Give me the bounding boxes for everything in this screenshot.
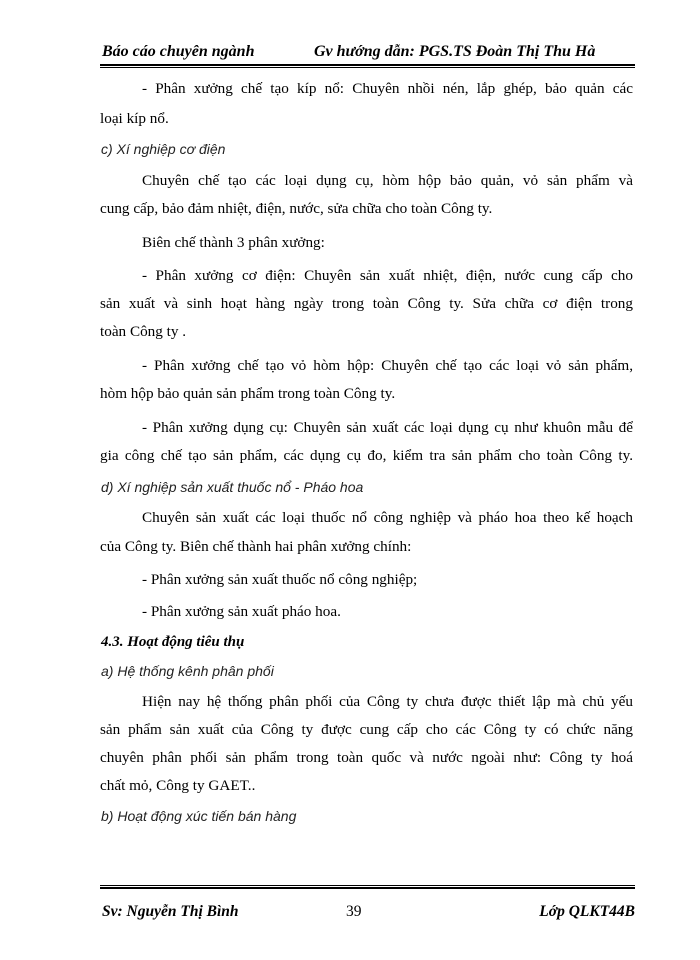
body-line: cung cấp, bảo đảm nhiệt, điện, nước, sửa chữa cho toàn Công ty. [100, 200, 493, 217]
body-line: - Phân xưởng chế tạo vỏ hòm hộp: Chuyên chế tạo các loại vỏ sản phẩm, [142, 357, 633, 374]
body-line: Chuyên sản xuất các loại thuốc nổ công nghiệp và pháo hoa theo kế hoạch [142, 509, 633, 526]
subheading-c: c) Xí nghiệp cơ điện [101, 141, 226, 157]
header-report-title: Báo cáo chuyên ngành [102, 43, 255, 60]
body-line: sản phẩm sản xuất của Công ty được cung cấp cho các Công ty có chức năng [100, 721, 633, 738]
subheading-a: a) Hệ thống kênh phân phối [101, 663, 274, 679]
body-line: chất mỏ, Công ty GAET.. [100, 777, 256, 794]
body-line: - Phân xưởng cơ điện: Chuyên sản xuất nhiệt, điện, nước cung cấp cho [142, 267, 633, 284]
subheading-b: b) Hoạt động xúc tiến bán hàng [101, 808, 297, 824]
body-line: - Phân xưởng dụng cụ: Chuyên sản xuất các loại dụng cụ như khuôn mẫu để [142, 419, 633, 436]
body-line: loại kíp nổ. [100, 110, 169, 127]
page-footer [100, 900, 635, 924]
body-line: - Phân xưởng sản xuất pháo hoa. [142, 603, 341, 620]
body-line: - Phân xưởng chế tạo kíp nổ: Chuyên nhồi nén, lắp ghép, bảo quản các [142, 80, 633, 97]
footer-student: Sv: Nguyễn Thị Bình [102, 903, 239, 920]
footer-rule [100, 885, 635, 889]
footer-class: Lớp QLKT44B [539, 903, 635, 920]
body-line: toàn Công ty . [100, 323, 187, 340]
body-line: Chuyên chế tạo các loại dụng cụ, hòm hộp bảo quản, vỏ sản phẩm và [142, 172, 633, 189]
header-supervisor: Gv hướng dẫn: PGS.TS Đoàn Thị Thu Hà [314, 43, 596, 60]
section-heading-4-3: 4.3. Hoạt động tiêu thụ [101, 634, 245, 650]
body-line: - Phân xưởng sản xuất thuốc nổ công nghiệp; [142, 571, 418, 588]
body-line: hòm hộp bảo quản sản phẩm trong toàn Công ty. [100, 385, 396, 402]
body-line: gia công chế tạo sản phẩm, các dụng cụ đo, kiểm tra sản phẩm cho toàn Công ty. [100, 447, 633, 464]
page-number: 39 [346, 903, 362, 920]
body-line: của Công ty. Biên chế thành hai phân xưởng chính: [100, 538, 412, 555]
body-line: Biên chế thành 3 phân xưởng: [142, 234, 325, 251]
body-line: sản xuất và sinh hoạt hàng ngày trong toàn Công ty. Sửa chữa cơ điện trong [100, 295, 633, 312]
body-line: Hiện nay hệ thống phân phối của Công ty chưa được thiết lập mà chủ yếu [142, 693, 633, 710]
header-rule [100, 64, 635, 68]
body-line: chuyên phân phối sản phẩm trong toàn quốc và nước ngoài như: Công ty hoá [100, 749, 633, 766]
subheading-d: d) Xí nghiệp sản xuất thuốc nổ - Pháo hoa [101, 479, 364, 495]
